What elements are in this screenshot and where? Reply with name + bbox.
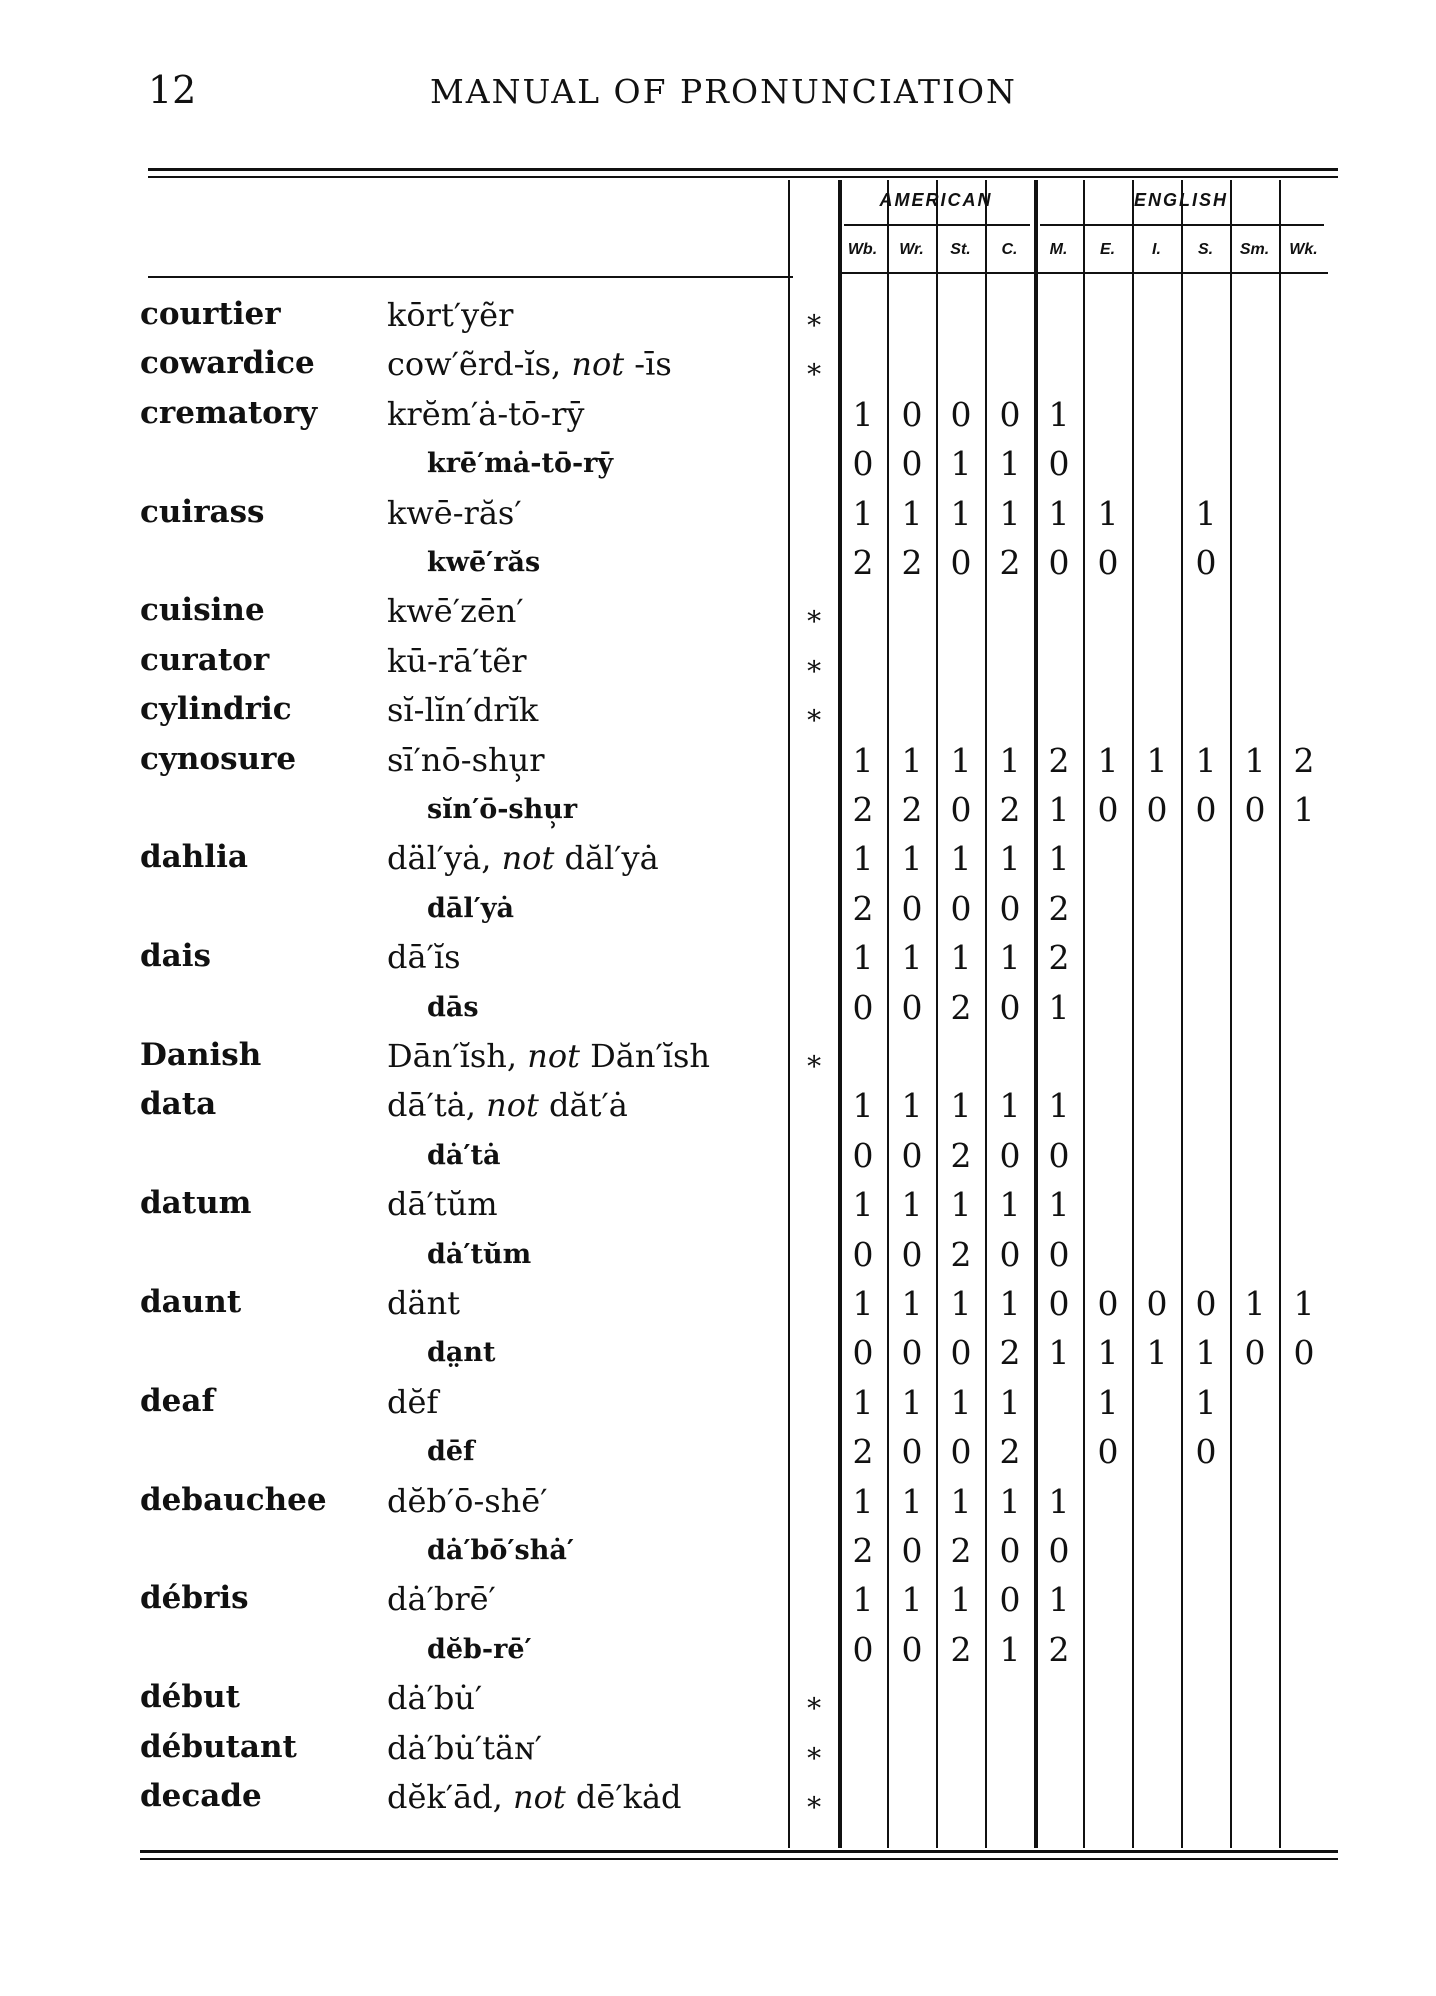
- vote-cell: 1: [999, 1086, 1021, 1126]
- column-header: Wk.: [1289, 241, 1318, 258]
- rejected-pronunciation: dăt′ȧ: [538, 1086, 628, 1125]
- variant-row: [0, 1626, 1436, 1676]
- vote-cell: 0: [1195, 1432, 1217, 1472]
- entry-row: [0, 1280, 1436, 1330]
- headword: cylindric: [140, 691, 292, 728]
- vote-cell: 2: [1048, 740, 1070, 780]
- column-header: St.: [950, 241, 971, 258]
- vote-cell: 1: [852, 394, 874, 434]
- entry-row: [0, 1478, 1436, 1528]
- vote-cell: 2: [852, 1432, 874, 1472]
- pronunciation-text: kwē-răs′: [387, 493, 522, 532]
- headword: datum: [140, 1185, 252, 1222]
- headword: dahlia: [140, 839, 248, 876]
- vote-cell: 1: [1244, 740, 1266, 780]
- entry-row: [0, 1033, 1436, 1083]
- vote-cell: 1: [1195, 493, 1217, 533]
- headword: dais: [140, 938, 211, 975]
- vote-cell: 1: [999, 1481, 1021, 1521]
- vote-cell: 1: [1048, 1185, 1070, 1225]
- vote-cell: 1: [999, 444, 1021, 484]
- vote-cell: 0: [1048, 444, 1070, 484]
- pronunciation-text: sī′nō-shu̹r: [387, 740, 545, 779]
- pronunciation-text: dȧ′bō′shȧ′: [427, 1535, 574, 1566]
- vote-cell: 1: [901, 1284, 923, 1323]
- vote-cell: 2: [950, 1135, 972, 1175]
- top-rule-inner: [148, 176, 1338, 178]
- vote-cell: 0: [1097, 1284, 1119, 1323]
- pronunciation: [387, 1284, 460, 1322]
- vote-cell: 1: [999, 1629, 1021, 1669]
- variant-row: [0, 984, 1436, 1034]
- column-header: I.: [1152, 241, 1161, 258]
- pronunciation-text: cow′ẽrd-ĭs,: [387, 345, 572, 384]
- pronunciation: [387, 1580, 496, 1618]
- vote-cell: 0: [852, 444, 874, 484]
- pronunciation: [387, 1482, 547, 1520]
- vote-cell: 1: [1244, 1284, 1266, 1323]
- vote-cell: 1: [950, 1481, 972, 1521]
- vote-cell: 1: [999, 839, 1021, 879]
- asterisk-icon: ∗: [804, 303, 824, 336]
- vote-cell: 2: [950, 1234, 972, 1274]
- vote-cell: 0: [999, 1580, 1021, 1620]
- vote-cell: 1: [1048, 493, 1070, 533]
- not-note: not: [486, 1086, 539, 1125]
- vote-cell: 1: [950, 740, 972, 780]
- pronunciation: [427, 794, 577, 825]
- vote-cell: 1: [1097, 1382, 1119, 1422]
- vote-cell: 0: [852, 1629, 874, 1669]
- vote-cell: 0: [852, 1135, 874, 1175]
- vote-cell: 2: [1048, 938, 1070, 978]
- pronunciation: [387, 1383, 438, 1421]
- headword: cuisine: [140, 592, 265, 629]
- vote-cell: 2: [901, 543, 923, 582]
- vote-cell: 0: [901, 987, 923, 1027]
- vote-cell: 0: [901, 1333, 923, 1373]
- pronunciation-text: dȧ′tȧ: [427, 1139, 501, 1171]
- pronunciation: [427, 448, 613, 479]
- variant-row: [0, 885, 1436, 935]
- pronunciation-text: dā′ĭs: [387, 938, 461, 977]
- vote-cell: 1: [852, 1382, 874, 1422]
- vote-cell: 0: [1097, 790, 1119, 829]
- pronunciation-text: sĭn′ō-shu̹r: [427, 794, 578, 825]
- rejected-pronunciation: dē′kȧd: [565, 1778, 682, 1816]
- pronunciation-text: dēf: [427, 1436, 475, 1468]
- entry-row: [0, 292, 1436, 342]
- vote-cell: 1: [999, 1382, 1021, 1422]
- vote-cell: 0: [1048, 543, 1070, 582]
- headword: courtier: [140, 296, 281, 332]
- vote-cell: 2: [950, 1629, 972, 1669]
- vote-cell: 1: [950, 1580, 972, 1620]
- vote-cell: 0: [950, 888, 972, 928]
- vote-cell: 0: [1097, 1432, 1119, 1472]
- pronunciation: [387, 395, 584, 433]
- pronunciation-text: dȧ′bu̇′täɴ′: [387, 1728, 543, 1767]
- vote-cell: 2: [999, 1333, 1021, 1373]
- vote-cell: 1: [1048, 1086, 1070, 1126]
- entry-row: [0, 341, 1436, 391]
- vote-cell: 0: [1195, 543, 1217, 582]
- vote-cell: 2: [999, 1432, 1021, 1472]
- pronunciation: [427, 1337, 495, 1368]
- pronunciation-text: dȧ′brē′: [387, 1580, 496, 1619]
- vote-cell: 0: [1146, 790, 1168, 829]
- entry-row: [0, 1774, 1436, 1824]
- pronunciation-text: dā′tŭm: [387, 1185, 498, 1224]
- vote-cell: 0: [901, 1234, 923, 1274]
- vote-cell: 2: [852, 1531, 874, 1570]
- vote-cell: 0: [901, 888, 923, 928]
- pronunciation: [387, 1729, 542, 1767]
- pronunciation-text: dĕb′ō-shē′: [387, 1481, 548, 1520]
- vote-cell: 2: [1293, 740, 1315, 780]
- vote-cell: 0: [1195, 1284, 1217, 1323]
- vote-cell: 1: [852, 1086, 874, 1126]
- pronunciation: [427, 1436, 475, 1467]
- pronunciation-text: dās: [427, 991, 479, 1023]
- pronunciation: [387, 839, 659, 877]
- asterisk-icon: ∗: [804, 599, 824, 633]
- vote-cell: 0: [901, 1531, 923, 1570]
- vote-cell: 0: [901, 1432, 923, 1472]
- pronunciation-text: krē′mȧ-tō-rȳ: [427, 448, 614, 480]
- pronunciation-text: dĕf: [387, 1382, 439, 1421]
- headword: deaf: [140, 1382, 215, 1419]
- pronunciation: [387, 741, 545, 779]
- vote-cell: 1: [950, 1185, 972, 1225]
- vote-cell: 0: [999, 1531, 1021, 1570]
- asterisk-icon: ∗: [804, 352, 824, 386]
- vote-cell: 0: [950, 1432, 972, 1472]
- variant-row: [0, 1329, 1436, 1379]
- column-header: Sm.: [1239, 241, 1270, 258]
- vote-cell: 1: [1097, 740, 1119, 780]
- pronunciation-text: dȧ′tŭm: [427, 1238, 532, 1270]
- vote-cell: 0: [901, 1135, 923, 1175]
- vote-cell: 1: [901, 1580, 923, 1620]
- pronunciation: [387, 691, 538, 729]
- pronunciation-text: dȧ′bu̇′: [387, 1679, 483, 1718]
- vote-cell: 2: [901, 790, 923, 829]
- headword: decade: [140, 1778, 262, 1814]
- not-note: not: [527, 1037, 580, 1075]
- vote-cell: 0: [1048, 1135, 1070, 1175]
- entry-row: [0, 737, 1436, 787]
- vote-cell: 2: [999, 790, 1021, 829]
- headword: debauchee: [140, 1481, 327, 1518]
- vote-cell: 0: [1048, 1531, 1070, 1570]
- headword: curator: [140, 641, 270, 678]
- entry-row: [0, 1675, 1436, 1725]
- pronunciation-text: dĕk′ād,: [387, 1778, 513, 1816]
- vote-cell: 0: [950, 790, 972, 829]
- vote-cell: 2: [1048, 888, 1070, 928]
- vote-cell: 1: [1293, 790, 1315, 829]
- vote-cell: 2: [1048, 1629, 1070, 1669]
- entry-row: [0, 835, 1436, 885]
- vote-cell: 0: [1293, 1333, 1315, 1373]
- vote-cell: 2: [950, 987, 972, 1027]
- vote-cell: 1: [1048, 790, 1070, 829]
- vote-cell: 1: [950, 839, 972, 879]
- vote-cell: 2: [950, 1531, 972, 1570]
- vote-cell: 1: [1048, 839, 1070, 879]
- top-rule: [148, 168, 1338, 171]
- column-header: S.: [1197, 241, 1214, 258]
- vote-cell: 1: [1097, 493, 1119, 533]
- vote-cell: 0: [1146, 1284, 1168, 1323]
- entry-row: [0, 638, 1436, 688]
- column-header: C.: [1001, 241, 1018, 258]
- pronunciation: [387, 1778, 682, 1816]
- pronunciation: [427, 1140, 500, 1171]
- not-note: not: [571, 345, 625, 384]
- group-rule-english: [1040, 224, 1324, 226]
- pronunciation: [387, 296, 513, 334]
- vote-cell: 0: [999, 888, 1021, 928]
- entry-row: [0, 1576, 1436, 1626]
- asterisk-icon: ∗: [804, 1686, 824, 1720]
- vote-cell: 1: [950, 493, 972, 533]
- vote-cell: 0: [1048, 1284, 1070, 1323]
- pronunciation: [387, 642, 527, 680]
- pronunciation: [387, 592, 524, 630]
- vote-cell: 0: [901, 1629, 923, 1669]
- asterisk-icon: ∗: [804, 1044, 824, 1077]
- variant-row: [0, 1527, 1436, 1577]
- pronunciation: [387, 1037, 710, 1075]
- headword: débris: [140, 1580, 249, 1617]
- vote-cell: 1: [852, 839, 874, 879]
- vote-cell: 2: [852, 543, 874, 582]
- pronunciation: [427, 893, 514, 924]
- pronunciation: [427, 1535, 574, 1566]
- vote-cell: 1: [1146, 740, 1168, 780]
- pronunciation-text: Dān′ĭsh,: [387, 1037, 528, 1075]
- group-title-american: AMERICAN: [879, 190, 993, 210]
- entry-row: [0, 588, 1436, 638]
- pronunciation: [387, 938, 460, 976]
- pronunciation-text: kū-rā′tẽr: [387, 641, 527, 680]
- pronunciation-text: da̤nt: [427, 1337, 496, 1369]
- vote-cell: 1: [1048, 394, 1070, 434]
- vote-cell: 0: [901, 444, 923, 484]
- page-number: 12: [148, 68, 197, 112]
- headword: débutant: [140, 1728, 297, 1765]
- column-header-rule: [838, 272, 1328, 274]
- vote-cell: 0: [950, 394, 972, 434]
- column-header: Wb.: [847, 241, 878, 258]
- headword: cowardice: [140, 345, 315, 382]
- vote-cell: 0: [999, 1135, 1021, 1175]
- vote-cell: 1: [1146, 1333, 1168, 1373]
- vote-cell: 0: [1244, 790, 1266, 829]
- variant-row: [0, 1428, 1436, 1478]
- vote-cell: 2: [852, 888, 874, 928]
- vote-cell: 1: [901, 1481, 923, 1521]
- group-title-english: ENGLISH: [1133, 190, 1228, 210]
- rejected-pronunciation: dăl′yȧ: [554, 839, 659, 878]
- vote-cell: 0: [999, 987, 1021, 1027]
- vote-cell: 0: [1048, 1234, 1070, 1274]
- headword: Danish: [140, 1037, 262, 1073]
- vote-cell: 1: [1195, 1333, 1217, 1373]
- vote-cell: 1: [1048, 1580, 1070, 1620]
- entry-row: [0, 934, 1436, 984]
- vote-cell: 0: [852, 987, 874, 1027]
- vote-cell: 1: [901, 839, 923, 879]
- pronunciation: [387, 494, 522, 532]
- vote-cell: 1: [999, 938, 1021, 978]
- vote-cell: 1: [950, 1382, 972, 1422]
- vote-cell: 1: [901, 493, 923, 533]
- entry-row: [0, 1379, 1436, 1429]
- variant-row: [0, 440, 1436, 490]
- vote-cell: 1: [852, 1580, 874, 1620]
- group-rule-american: [844, 224, 1030, 226]
- vote-cell: 1: [950, 938, 972, 978]
- entry-row: [0, 391, 1436, 441]
- column-header: M.: [1049, 241, 1068, 258]
- vote-cell: 1: [852, 1284, 874, 1323]
- pronunciation-text: kwē′zēn′: [387, 592, 524, 631]
- vote-cell: 1: [852, 1481, 874, 1521]
- column-header: Wr.: [899, 241, 924, 258]
- headword: data: [140, 1086, 217, 1123]
- not-note: not: [501, 839, 555, 878]
- vote-cell: 1: [1048, 987, 1070, 1027]
- pronunciation: [387, 345, 672, 383]
- pronunciation-text: däl′yȧ,: [387, 839, 502, 878]
- pronunciation-text: dāl′yȧ: [427, 892, 514, 924]
- entry-row: [0, 1181, 1436, 1231]
- vote-cell: 1: [999, 1284, 1021, 1323]
- pronunciation-text: dā′tȧ,: [387, 1086, 487, 1125]
- vote-cell: 2: [999, 543, 1021, 582]
- entry-row: [0, 1725, 1436, 1775]
- vote-cell: 1: [901, 1086, 923, 1126]
- vote-cell: 0: [1195, 790, 1217, 829]
- vote-cell: 1: [999, 1185, 1021, 1225]
- vote-cell: 1: [1293, 1284, 1315, 1323]
- pronunciation-text: dänt: [387, 1284, 461, 1322]
- vote-cell: 1: [852, 493, 874, 533]
- vote-cell: 1: [901, 1185, 923, 1225]
- vote-cell: 1: [950, 1086, 972, 1126]
- not-note: not: [512, 1778, 566, 1816]
- pronunciation: [387, 1679, 482, 1717]
- vote-cell: 1: [901, 1382, 923, 1422]
- bottom-rule-inner: [140, 1858, 1338, 1860]
- entry-row: [0, 490, 1436, 540]
- vote-cell: 1: [1048, 1333, 1070, 1373]
- pronunciation: [427, 1239, 531, 1270]
- vote-cell: 0: [852, 1234, 874, 1274]
- vote-cell: 1: [999, 493, 1021, 533]
- rejected-pronunciation: Dăn′ĭsh: [579, 1037, 710, 1075]
- asterisk-icon: ∗: [804, 698, 824, 732]
- asterisk-icon: ∗: [804, 1785, 824, 1818]
- vote-cell: 1: [852, 1185, 874, 1225]
- vote-cell: 1: [852, 740, 874, 780]
- vote-cell: 2: [852, 790, 874, 829]
- headword: daunt: [140, 1284, 242, 1320]
- column-header: E.: [1099, 241, 1116, 258]
- headword: début: [140, 1679, 240, 1716]
- pronunciation: [387, 1086, 628, 1124]
- vote-cell: 1: [1097, 1333, 1119, 1373]
- pronunciation-text: sĭ-lĭn′drĭk: [387, 691, 539, 730]
- pronunciation: [427, 992, 479, 1023]
- headword: cynosure: [140, 740, 297, 777]
- pronunciation: [427, 1634, 532, 1665]
- asterisk-icon: ∗: [804, 648, 824, 682]
- pronunciation-text: kōrt′yẽr: [387, 296, 514, 334]
- variant-row: [0, 1132, 1436, 1182]
- vote-cell: 0: [901, 394, 923, 434]
- vote-cell: 1: [852, 938, 874, 978]
- headword: cuirass: [140, 493, 265, 530]
- vote-cell: 0: [950, 1333, 972, 1373]
- vote-cell: 1: [901, 740, 923, 780]
- variant-row: [0, 786, 1436, 836]
- entry-row: [0, 687, 1436, 737]
- pronunciation: [427, 547, 540, 578]
- vote-cell: 1: [950, 444, 972, 484]
- entry-row: [0, 1082, 1436, 1132]
- vote-cell: 1: [1048, 1481, 1070, 1521]
- vote-cell: 1: [1195, 1382, 1217, 1422]
- asterisk-icon: ∗: [804, 1735, 824, 1769]
- vote-cell: 0: [1244, 1333, 1266, 1373]
- pronunciation-text: kwē′răs: [427, 547, 541, 578]
- rejected-pronunciation: -īs: [624, 345, 672, 384]
- vote-cell: 0: [950, 543, 972, 582]
- vote-cell: 0: [999, 1234, 1021, 1274]
- variant-row: [0, 539, 1436, 589]
- vote-cell: 0: [1097, 543, 1119, 582]
- running-head: MANUAL OF PRONUNCIATION: [430, 72, 1017, 111]
- vote-cell: 1: [999, 740, 1021, 780]
- pronunciation-text: krĕm′ȧ-tō-rȳ: [387, 394, 585, 433]
- vote-cell: 1: [950, 1284, 972, 1323]
- pronunciation: [387, 1185, 498, 1223]
- vote-cell: 0: [999, 394, 1021, 434]
- bottom-rule: [140, 1850, 1338, 1853]
- headword: crematory: [140, 394, 318, 431]
- header-rule: [148, 276, 793, 278]
- variant-row: [0, 1231, 1436, 1281]
- pronunciation-text: dĕb-rē′: [427, 1633, 532, 1665]
- vote-cell: 1: [901, 938, 923, 978]
- vote-cell: 1: [1195, 740, 1217, 780]
- vote-cell: 0: [852, 1333, 874, 1373]
